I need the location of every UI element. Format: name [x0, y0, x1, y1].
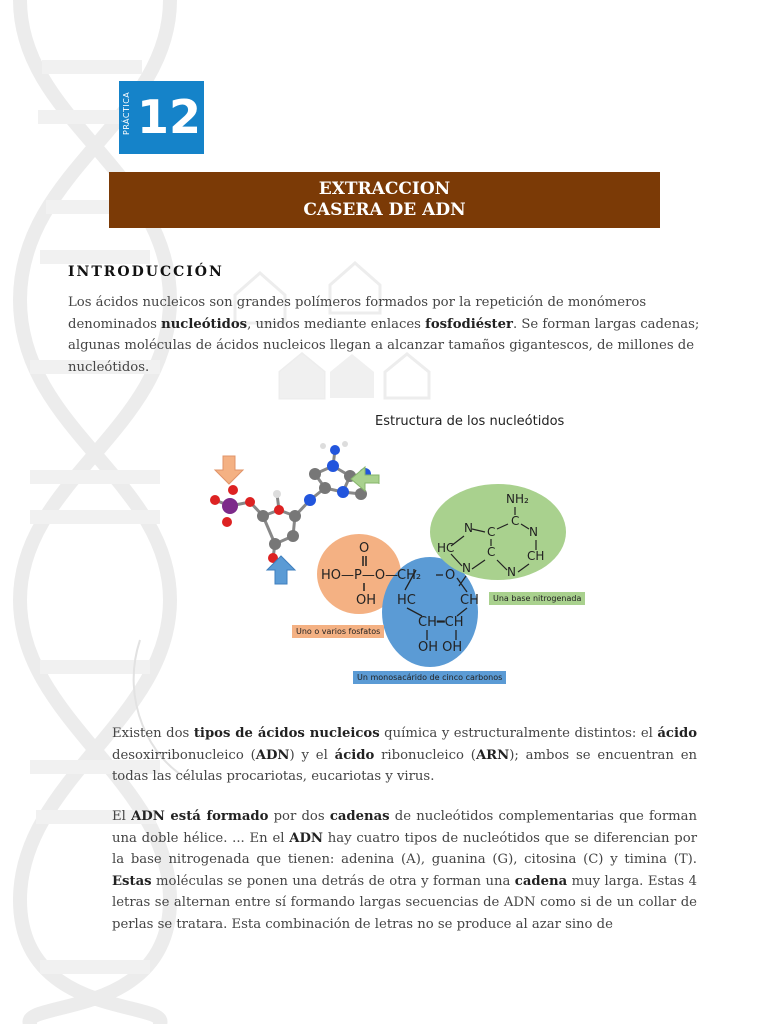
bold-term: ácido — [334, 747, 375, 763]
bold-term: cadenas — [329, 809, 390, 824]
nucleotide-figure — [175, 408, 605, 693]
base-c2: C — [487, 525, 496, 539]
text-run: química y estructuralmente distintos: el — [379, 726, 658, 741]
sugar-ch-ch: CH━CH — [418, 615, 464, 630]
base-c1: C — [511, 514, 520, 528]
base-ch: CH — [527, 549, 545, 563]
practice-label: PRÁCTICA — [122, 91, 131, 135]
text-run: desoxirribonucleico ( — [112, 747, 256, 763]
text-run: muy larga. Estas 4 letras se alternan entre sí formando largas secuencias de ADN como si de un collar de perlas se tratara. Esta combinación de letras no se produce al azar sino de — [112, 873, 698, 932]
text-run: , unidos mediante enlaces — [247, 316, 426, 332]
phosphate-arrow-icon — [215, 456, 243, 484]
intro-paragraph — [68, 292, 700, 378]
nucleotide-diagram — [175, 408, 605, 693]
base-n4: N — [507, 565, 516, 579]
bold-term: nucleótidos — [161, 316, 248, 332]
title-line-2: CASERA DE ADN — [303, 200, 466, 220]
text-run: ribonucleico ( — [374, 747, 476, 763]
base-hc: HC — [437, 541, 455, 555]
bold-term: cadena — [514, 873, 568, 889]
bold-term: fosfodiéster — [425, 316, 513, 332]
sugar-ch: CH — [460, 593, 479, 608]
phosphate-o-top: O — [359, 541, 370, 556]
bold-term: Estas — [112, 873, 152, 889]
text-run: ) y el — [289, 747, 335, 763]
base-arrow-icon — [351, 467, 379, 491]
figure-title: Estructura de los nucleótidos — [375, 414, 565, 429]
sugar-ch2: CH₂ — [397, 568, 422, 583]
base-nh2: NH₂ — [506, 492, 529, 506]
sugar-hc: HC — [397, 593, 416, 608]
base-n1: N — [464, 521, 473, 535]
phosphate-p-row: HO—P—O— — [321, 568, 399, 583]
text-run: hay cuatro tipos de nucleótidos que se diferencian por la base nitrogenada que tienen: adenina (A), guanina (G), citosina (C) y timina (T). — [112, 830, 697, 867]
phosphate-label: Uno o varios fosfatos — [292, 625, 384, 638]
text-run: ); ambos se encuentran en todas las células procariotas, eucariotas y virus. — [112, 747, 697, 784]
text-run: . Se forman largas cadenas; algunas moléculas de ácidos nucleicos llegan a alcanzar tamaños gigantescos, de millones de nucleótidos. — [68, 316, 700, 375]
sugar-oh-oh: OH OH — [418, 640, 463, 655]
text-run: moléculas se ponen una detrás de otra y forman una — [151, 873, 515, 889]
intro-heading: INTRODUCCIÓN — [68, 264, 224, 280]
base-n2: N — [529, 525, 538, 539]
bold-term: tipos de ácidos nucleicos — [193, 726, 380, 741]
bold-term: ácido — [657, 726, 697, 741]
base-label: Una base nitrogenada — [489, 592, 585, 605]
bold-term: ADN — [289, 830, 323, 846]
sugar-label: Un monosacárido de cinco carbonos — [353, 671, 506, 684]
text-run: Existen dos — [112, 726, 194, 741]
base-c3: C — [487, 545, 496, 559]
practice-number: 12 — [137, 90, 202, 144]
phosphate-oh: OH — [356, 593, 377, 608]
bold-term: ADN — [255, 747, 290, 763]
text-run: Los ácidos nucleicos son grandes polímeros formados por la repetición de monómeros denominados — [68, 295, 647, 332]
title-line-1: EXTRACCION — [318, 179, 451, 199]
text-run: de nucleótidos complementarias que forman una doble hélice. ... En el — [112, 809, 697, 846]
bold-term: ADN está formado — [131, 809, 269, 824]
base-n3: N — [462, 561, 471, 575]
bold-term: ARN — [475, 747, 510, 763]
types-paragraph — [112, 723, 697, 788]
dna-structure-paragraph — [112, 806, 697, 935]
text-run: El — [112, 809, 132, 824]
title-banner — [109, 172, 660, 228]
text-run: por dos — [268, 809, 330, 824]
sugar-o: O — [445, 568, 456, 583]
practice-badge — [119, 81, 204, 154]
